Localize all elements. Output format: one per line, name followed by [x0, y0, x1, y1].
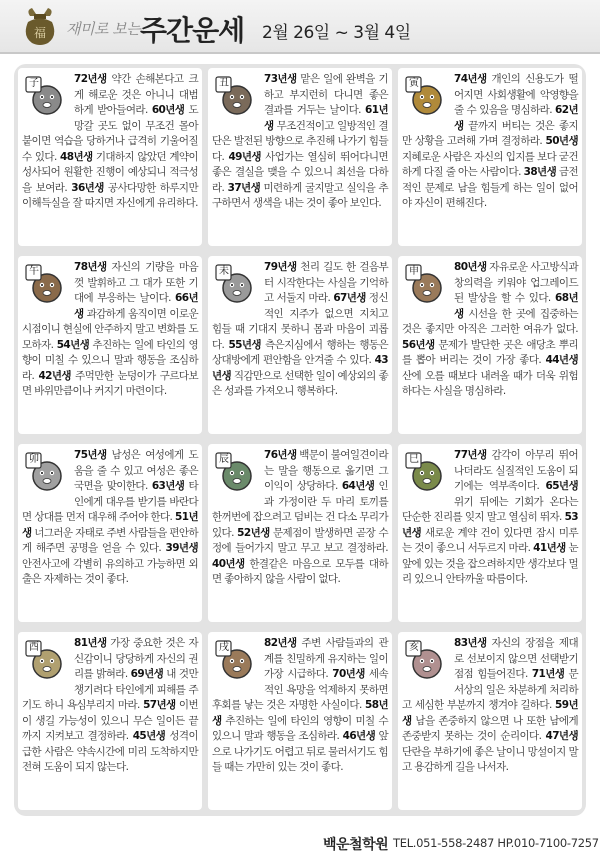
birth-year: 54년생 — [56, 338, 90, 351]
fortune-card — [208, 68, 392, 246]
birth-year: 55년생 — [228, 338, 261, 351]
fortune-sentence: 문제가 발단한 곳은 애당초 뿌리를 뽑아 버리는 것이 가장 좋다. — [402, 338, 578, 366]
birth-year: 71년생 — [531, 668, 565, 680]
fortune-sentence: 지혜로운 사람은 자신의 입지를 보다 굳건하게 다질 줄 아는 사람이다. — [402, 150, 578, 178]
birth-year: 42년생 — [38, 369, 71, 382]
fortune-sentence: 산에 오를 때보다 내려올 때가 더욱 위험하다는 사실을 명심하라. — [402, 369, 578, 397]
fortune-text — [22, 636, 198, 776]
fortune-sentence: 문제점이 발생하면 곧장 수정에 들어가지 말고 무고 보고 결정하라. — [212, 526, 388, 554]
birth-year: 58년생 — [212, 699, 388, 727]
birth-year: 60년생 — [151, 104, 185, 116]
fortune-sentence: 무조건적이고 일방적인 결단은 발전된 방향으로 추진해 나가기 힘들다. — [212, 119, 388, 163]
fortune-sentence: 인과 가정이란 두 마리 토끼를 한꺼번에 잡으려고 덤비는 건 다소 무리가 있다. — [212, 480, 389, 539]
birth-year: 83년생 — [454, 637, 487, 649]
fortune-sentence: 내 것만 챙기려다 타인에게 피해를 주기도 하니 욕심부리지 마라. — [22, 668, 198, 711]
fortune-sentence: 위기 뒤에는 기회가 온다는 단순한 진리를 잊지 말고 열심히 뛰자. — [402, 495, 578, 523]
fortune-sentence: 사업가는 열심히 뛰어다니면 좋은 결실을 맺을 수 있으니 최선을 다하라. — [212, 150, 388, 194]
fortune-sentence: 미련하게 굴지말고 실익을 추구하면서 생색을 내는 것이 좋아 보인다. — [212, 181, 388, 209]
birth-year: 45년생 — [132, 730, 166, 742]
fortune-sentence: 자유로운 사고방식과 창의력을 키워야 업그레이드된 발상을 할 수 있다. — [454, 261, 578, 304]
fortune-sentence: 추진하는 일에 타인의 영향이 미칠 수 있으니 말과 행동을 조심하라. — [22, 338, 198, 382]
birth-year: 72년생 — [74, 73, 107, 85]
birth-year: 49년생 — [228, 150, 261, 163]
birth-year: 70년생 — [332, 668, 365, 680]
fortune-text — [22, 72, 198, 212]
birth-year: 78년생 — [74, 261, 107, 273]
birth-year: 80년생 — [454, 261, 487, 273]
birth-year: 57년생 — [143, 699, 176, 711]
fortune-card — [18, 256, 202, 434]
contact-info: TEL.051-558-2487 HP.010-7100-7257 — [393, 836, 599, 850]
birth-year: 61년생 — [264, 104, 388, 132]
fortune-card — [208, 256, 392, 434]
fortune-card — [208, 632, 392, 810]
birth-year: 62년생 — [454, 104, 578, 132]
zodiac-sign-label: 辰 — [219, 454, 229, 465]
birth-year: 77년생 — [454, 449, 487, 461]
fortune-card — [398, 444, 582, 622]
fortune-panel — [14, 64, 586, 816]
birth-year: 50년생 — [545, 135, 578, 147]
zodiac-sign-label: 寅 — [409, 78, 419, 89]
fortune-sentence: 세속적인 욕망을 억제하지 못하면 후회를 낳는 것은 자명한 사실이다. — [212, 668, 388, 711]
fortune-sentence: 감각이 아무리 뛰어나더라도 실질적인 도움이 되기에는 역부족이다. — [454, 449, 578, 492]
fortune-sentence: 눈앞에 있는 것을 잡으려하지만 생각보다 멀리 있으니 안타까울 따름이다. — [402, 542, 578, 585]
zodiac-sign-label: 子 — [29, 78, 39, 89]
fortune-text — [212, 72, 388, 212]
fortune-sentence: 금전적인 문제로 남을 힘들게 하는 일이 없어야 자신이 편해진다. — [402, 166, 578, 209]
fortune-sentence: 이번이 생길 가능성이 있으니 무슨 일이든 끝까지 지켜보고 결정하라. — [22, 699, 198, 742]
fortune-sentence: 자신의 기량을 마음껏 발휘하고 그 대가 또한 기대에 부응하는 날이다. — [74, 261, 198, 304]
fortune-card — [398, 632, 582, 810]
fortune-sentence: 직감만으로 선택한 일이 예상외의 좋은 성과를 가져오니 행복하다. — [212, 369, 388, 397]
fortune-sentence: 단란을 부하기에 좋은 날이니 망설이지 말고 용감하게 길을 나서자. — [402, 745, 578, 773]
fortune-text — [402, 448, 578, 588]
birth-year: 37년생 — [227, 181, 261, 194]
birth-year: 40년생 — [212, 557, 245, 570]
fortune-sentence: 천리 길도 한 걸음부터 시작한다는 사실을 기억하고 서둘지 마라. — [264, 261, 388, 304]
fortune-text — [402, 260, 578, 400]
birth-year: 56년생 — [402, 338, 435, 351]
fortune-card — [208, 444, 392, 622]
fortune-text — [22, 448, 198, 588]
birth-year: 36년생 — [71, 181, 104, 194]
birth-year: 73년생 — [264, 73, 297, 85]
fortune-sentence: 자신의 장점을 제대로 선보이지 않으면 선택받기 점점 힘들어진다. — [454, 637, 578, 680]
fortune-card — [18, 632, 202, 810]
fortune-sentence: 개인의 신용도가 떨어지면 사회생활에 악영향을 줄 수 있음을 명심하라. — [454, 73, 578, 116]
academy-name: 백운철학원 — [323, 837, 389, 853]
birth-year: 59년생 — [402, 699, 578, 727]
birth-year: 64년생 — [341, 480, 375, 492]
fortune-text — [212, 636, 388, 776]
fortune-sentence: 공사다망한 하루지만 이해득실을 잘 따지면 자신에게 유리하다. — [22, 181, 198, 209]
birth-year: 38년생 — [523, 166, 557, 178]
birth-year: 52년생 — [237, 526, 270, 539]
fortune-sentence: 너그러운 자태로 주변 사람들을 편안하게 해주면 공명을 얻을 수 있다. — [22, 526, 198, 554]
birth-year: 76년생 — [264, 449, 297, 461]
header — [0, 0, 600, 54]
birth-year: 82년생 — [264, 637, 297, 649]
fortune-sentence: 과감하게 움직이면 이로운 시점이니 현실에 안주하지 말고 변화를 도모하자. — [22, 307, 198, 351]
svg-text:福: 福 — [33, 26, 47, 40]
fortune-sentence: 남성은 여성에게 도움을 줄 수 있고 여성은 좋은 국면을 맞이한다. — [74, 449, 198, 492]
fortune-sentence: 주먹만한 눈덩이가 구르다보면 바위만큼이나 커지기 마련이다. — [22, 369, 198, 397]
birth-year: 74년생 — [454, 73, 487, 85]
page-title: 주간운세 — [140, 14, 245, 47]
fortune-sentence: 성격이 급한 사람은 약속시간에 미리 도착하지만 전혀 도움이 되지 않는다. — [22, 730, 198, 773]
fortune-card — [398, 256, 582, 434]
fortune-text — [402, 72, 578, 212]
fortune-sentence: 남을 존중하지 않으면 나 또한 남에게 존중받지 못하는 것이 순리이다. — [402, 714, 578, 742]
fortune-sentence: 안전사고에 각별히 유의하고 가능하면 외출은 자제하는 것이 좋다. — [22, 557, 198, 585]
fortune-sentence: 문서상의 일은 차분하게 처리하고 세심한 부분까지 챙겨야 길하다. — [402, 668, 579, 711]
birth-year: 39년생 — [165, 542, 198, 554]
birth-year: 68년생 — [454, 292, 578, 320]
fortune-sentence: 맡은 일에 완벽을 기하고 부지런히 다니면 좋은 결과를 거두는 날이다. — [264, 73, 388, 116]
fortune-card — [18, 68, 202, 246]
date-range: 2월 26일 ~ 3월 4일 — [262, 23, 411, 43]
zodiac-sign-label: 卯 — [29, 454, 39, 465]
fortune-text — [212, 448, 388, 588]
zodiac-sign-label: 戌 — [219, 642, 229, 653]
birth-year: 46년생 — [342, 730, 376, 742]
birth-year: 79년생 — [264, 261, 297, 273]
birth-year: 81년생 — [74, 637, 107, 649]
birth-year: 67년생 — [333, 292, 366, 304]
fortune-sentence: 한결같은 마음으로 모두를 대하면 좋아하지 않을 사람이 없다. — [212, 557, 388, 585]
birth-year: 41년생 — [533, 542, 566, 554]
fortune-sentence: 추진하는 일에 타인의 영향이 미칠 수 있으니 말과 행동을 조심하라. — [212, 714, 388, 742]
birth-year: 48년생 — [60, 150, 93, 163]
fortune-text — [402, 636, 578, 776]
zodiac-sign-label: 亥 — [409, 642, 419, 653]
fortune-card — [18, 444, 202, 622]
zodiac-sign-label: 巳 — [409, 454, 419, 465]
fortune-sentence: 끝까지 버티는 것은 좋지만 상황을 고려해 가며 결정하라. — [402, 119, 578, 147]
fortune-sentence: 기대하지 않았던 계약이 성사되어 원활한 진행이 예상되니 적극성을 보여라. — [22, 150, 198, 194]
fortune-sentence: 약간 손해본다고 크게 해로운 것은 아니니 대범하게 받아들여라. — [74, 73, 198, 116]
fortune-sentence: 주변 사람들과의 관계를 친밀하게 유지하는 일이 가장 시급하다. — [264, 637, 388, 680]
fortune-sentence: 정신적인 지주가 없으면 지치고 힘들 때 기대지 못하니 몸과 마음이 괴롭다. — [212, 292, 388, 351]
birth-year: 75년생 — [74, 449, 107, 461]
zodiac-sign-label: 酉 — [29, 642, 39, 653]
birth-year: 51년생 — [22, 511, 198, 539]
birth-year: 43년생 — [212, 354, 388, 382]
fortune-text — [212, 260, 388, 400]
fortune-card — [398, 68, 582, 246]
birth-year: 63년생 — [151, 480, 185, 492]
birth-year: 65년생 — [545, 480, 578, 492]
header-subtitle: 재미로 보는 — [66, 20, 141, 38]
birth-year: 66년생 — [74, 292, 198, 320]
fortune-sentence: 가장 중요한 것은 자신감이니 당당하게 자신의 권리를 밝혀라. — [74, 637, 198, 680]
zodiac-sign-label: 丑 — [219, 78, 229, 89]
fortune-sentence: 시선을 한 곳에 집중하는 것은 좋지만 아직은 그러한 여유가 없다. — [402, 307, 578, 335]
fortune-sentence: 타인에게 대우를 받기를 바란다면 상대를 먼저 대우해 주어야 한다. — [22, 480, 199, 523]
footer — [0, 824, 600, 859]
birth-year: 53년생 — [402, 511, 578, 539]
fortune-pouch-icon — [22, 6, 58, 46]
fortune-sentence: 측은지심에서 행하는 행동은 상대방에게 편안함을 안겨줄 수 있다. — [212, 338, 388, 366]
fortune-text — [22, 260, 198, 400]
zodiac-sign-label: 申 — [409, 266, 419, 277]
fortune-sentence: 앞으로 나가기도 어렵고 뒤로 물러서기도 힘들 때는 가만히 있는 것이 좋다. — [212, 730, 388, 773]
fortune-sentence: 백문이 불여일견이라는 말을 행동으로 옮기면 그 이익이 상당하다. — [264, 449, 388, 492]
zodiac-sign-label: 未 — [219, 266, 229, 277]
fortune-sentence: 도망갈 곳도 없이 무조건 몰아붙이면 역습을 당하거나 급격히 기울어질 수 있다. — [22, 104, 199, 163]
fortune-sentence: 새로운 계약 건이 있다면 잠시 미루는 것이 좋으니 서두르지 마라. — [402, 526, 578, 554]
zodiac-sign-label: 午 — [29, 266, 39, 277]
birth-year: 44년생 — [545, 354, 578, 366]
birth-year: 69년생 — [130, 668, 164, 680]
birth-year: 47년생 — [545, 730, 578, 742]
